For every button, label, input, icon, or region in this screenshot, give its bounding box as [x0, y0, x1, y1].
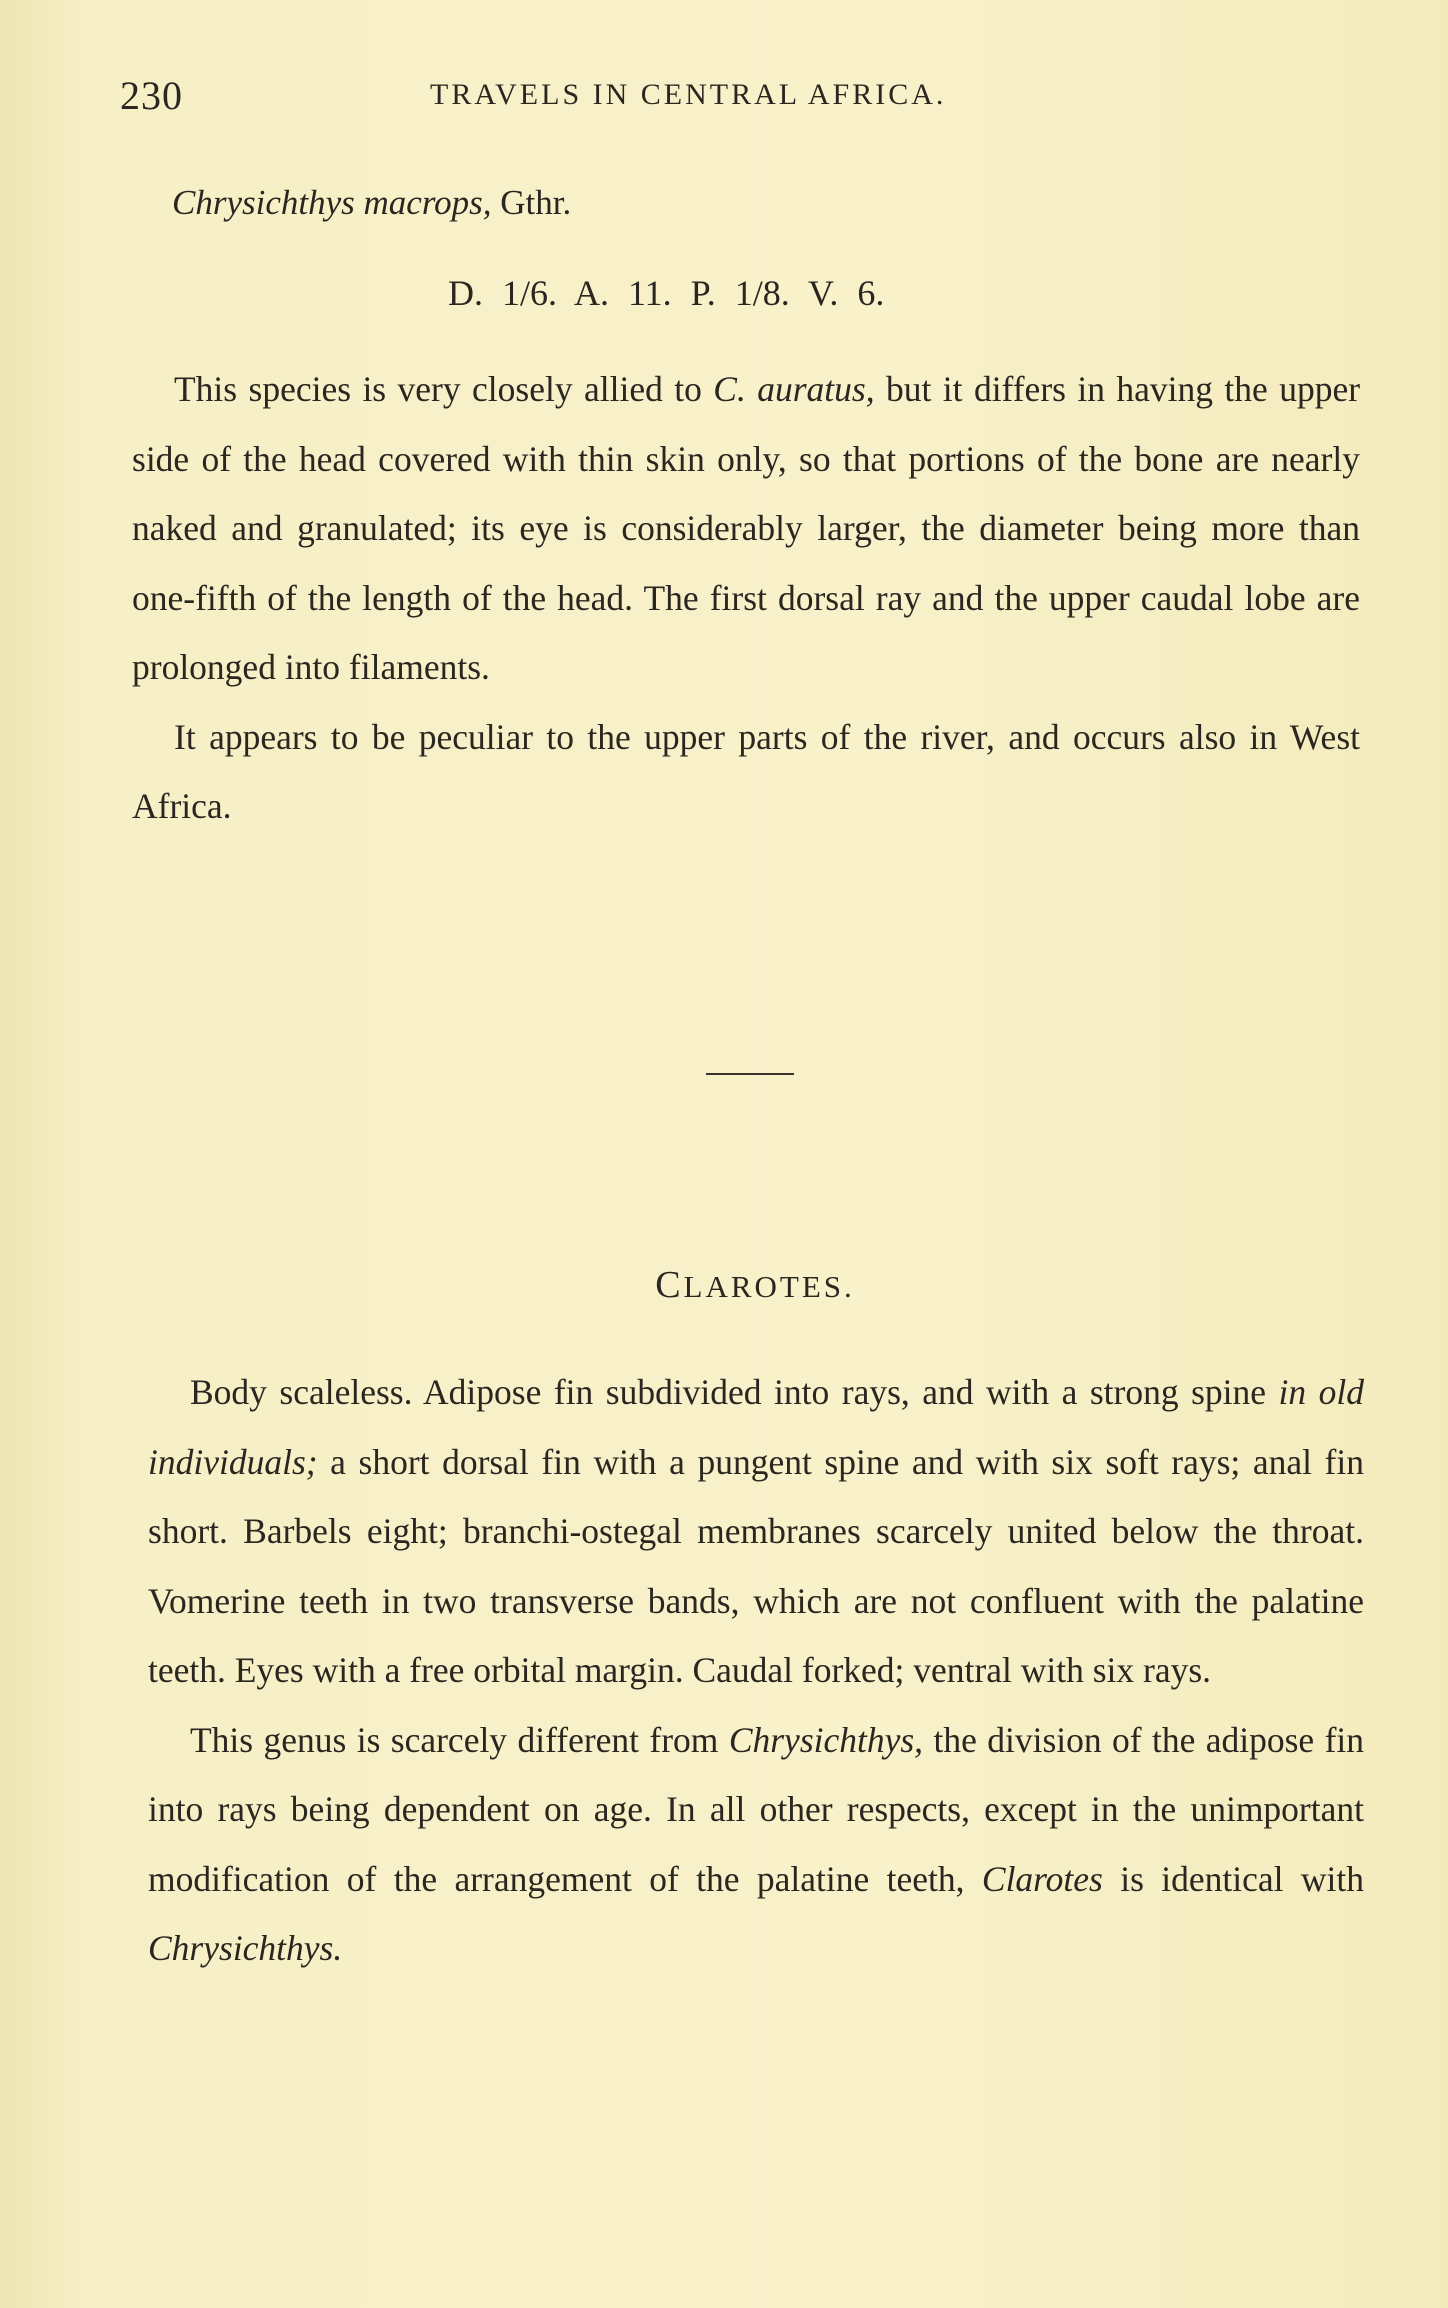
genus-description — [148, 1358, 1364, 1984]
section-heading-clarotes: CLAROTES. — [655, 1264, 855, 1306]
species-description — [132, 355, 1360, 842]
italic-taxon: Clarotes — [981, 1858, 1103, 1899]
fin-formula: D. 1/6. A. 11. P. 1/8. V. 6. — [448, 273, 885, 313]
species-author: Gthr. — [491, 183, 572, 222]
running-title: TRAVELS IN CENTRAL AFRICA. — [430, 78, 947, 111]
paragraph-species-comparison: This species is very closely allied to C. auratus, but it differs in having the upper side of the head covered with thin skin only, so that portions of the bone are nearly naked and granulated; its eye is considerably larger, the diameter being more than one-fifth of the length of the head. The first dorsal ray and the upper caudal lobe are prolonged into filaments. — [132, 369, 1361, 687]
italic-taxon: C. auratus, — [713, 369, 875, 409]
page-number: 230 — [120, 73, 183, 118]
italic-phrase: in old individuals; — [148, 1372, 1364, 1482]
species-binomial: Chrysichthys macrops, — [172, 183, 492, 222]
italic-taxon: Chrysichthys. — [148, 1928, 343, 1968]
paragraph-genus-comparison: This genus is scarcely different from Chrysichthys, the division of the adipose fin into rays being dependent on age. In all other respects, except in the unimportant modification of the arrangement of the palatine teeth, Clarotes is identical with Chrysichthys. — [148, 1719, 1365, 1968]
paragraph-distribution: It appears to be peculiar to the upper parts of the river, and occurs also in West Africa. — [132, 716, 1360, 826]
section-divider — [706, 1073, 794, 1075]
paragraph-genus-characters: Body scaleless. Adipose fin subdivided into rays, and with a strong spine in old individuals; a short dorsal fin with a pungent spine and with six soft rays; anal fin short. Barbels eight; branchi-ostegal membranes scarcely united below the throat. Vomerine teeth in two transverse bands, which are not confluent with the palatine teeth. Eyes with a free orbital margin. Caudal forked; ventral with six rays. — [148, 1372, 1364, 1690]
page-header — [120, 72, 1120, 122]
species-heading — [172, 183, 571, 223]
italic-taxon: Chrysichthys, — [728, 1719, 924, 1760]
